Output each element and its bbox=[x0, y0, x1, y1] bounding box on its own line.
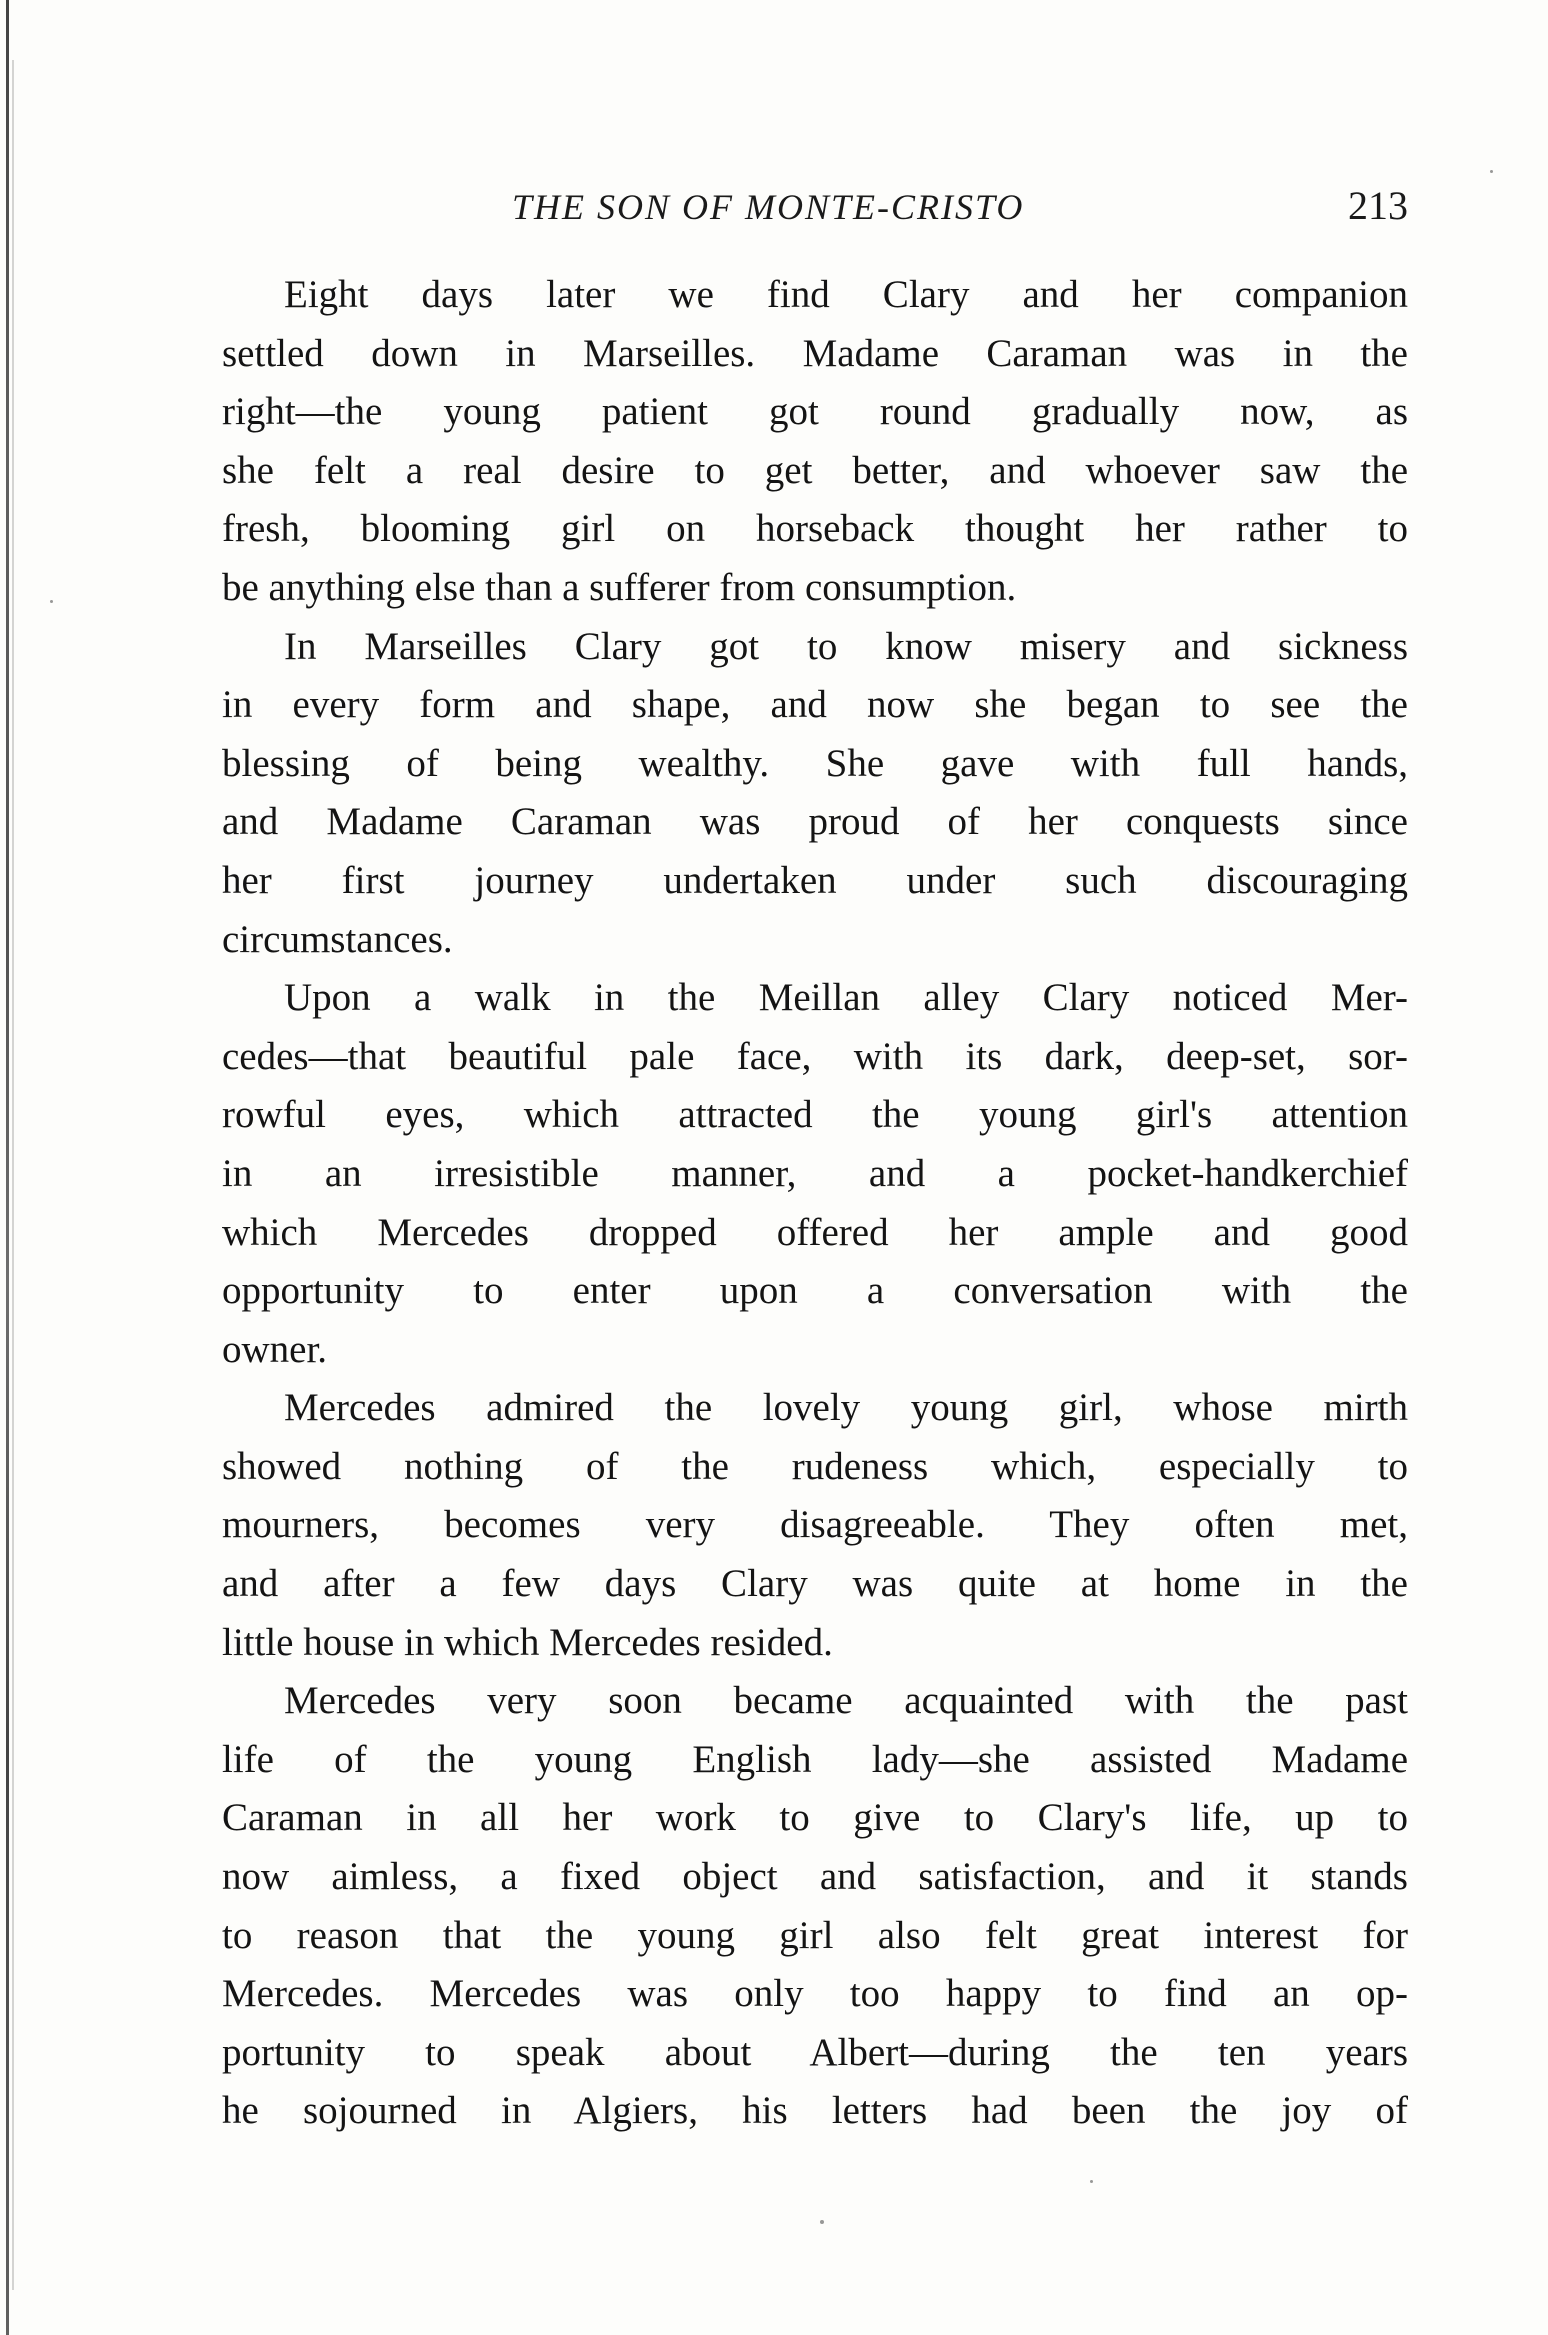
text-line: In Marseilles Clary got to know misery and sickness bbox=[284, 624, 1408, 668]
text-line: to reason that the young girl also felt great interest for bbox=[222, 1913, 1408, 1957]
text-line: right—the young patient got round gradually now, as bbox=[222, 390, 1408, 434]
text-line: Eight days later we find Clary and her companion bbox=[284, 273, 1408, 316]
text-line: he sojourned in Algiers, his letters had been the joy of bbox=[222, 2089, 1408, 2133]
paper-speck bbox=[1090, 2180, 1093, 2183]
text-line: cedes—that beautiful pale face, with its dark, deep-set, sor- bbox=[222, 1034, 1408, 1078]
text-line: portunity to speak about Albert—during the ten years bbox=[222, 2030, 1408, 2074]
running-head bbox=[222, 182, 1408, 242]
text-line: be anything else than a sufferer from consumption. bbox=[222, 565, 1017, 609]
page-binding-edge bbox=[6, 0, 9, 2335]
text-line: Mercedes. Mercedes was only too happy to find an op- bbox=[222, 1972, 1408, 2016]
text-line: in an irresistible manner, and a pocket-handkerchief bbox=[222, 1151, 1408, 1195]
text-line: Mercedes very soon became acquainted with the past bbox=[284, 1679, 1408, 1723]
paper-speck bbox=[50, 600, 53, 603]
text-line: fresh, blooming girl on horseback thought her rather to bbox=[222, 507, 1408, 551]
text-line: blessing of being wealthy. She gave with full hands, bbox=[222, 741, 1408, 785]
text-line: she felt a real desire to get better, and whoever saw the bbox=[222, 448, 1408, 492]
text-line: and Madame Caraman was proud of her conquests since bbox=[222, 800, 1408, 844]
page-number: 213 bbox=[1348, 183, 1408, 228]
paper-speck bbox=[820, 2220, 824, 2224]
text-line: mourners, becomes very disagreeable. They often met, bbox=[222, 1503, 1408, 1547]
text-line: circumstances. bbox=[222, 917, 453, 961]
text-line: settled down in Marseilles. Madame Caraman was in the bbox=[222, 331, 1408, 375]
paper-speck bbox=[1490, 170, 1493, 173]
text-line: Caraman in all her work to give to Clary's life, up to bbox=[222, 1796, 1408, 1840]
text-line: now aimless, a fixed object and satisfaction, and it stands bbox=[222, 1855, 1408, 1899]
text-line: little house in which Mercedes resided. bbox=[222, 1620, 833, 1664]
text-line: rowful eyes, which attracted the young girl's attention bbox=[222, 1093, 1408, 1137]
text-line: owner. bbox=[222, 1327, 328, 1371]
text-line: life of the young English lady—she assisted Madame bbox=[222, 1737, 1408, 1781]
body-text bbox=[222, 266, 1408, 2141]
text-line: Upon a walk in the Meillan alley Clary noticed Mer- bbox=[284, 976, 1408, 1020]
text-line: which Mercedes dropped offered her ample and good bbox=[222, 1210, 1408, 1254]
text-line: showed nothing of the rudeness which, especially to bbox=[222, 1444, 1408, 1488]
text-line: and after a few days Clary was quite at home in the bbox=[222, 1562, 1408, 1606]
running-title: THE SON OF MONTE-CRISTO bbox=[512, 187, 1025, 227]
text-line: in every form and shape, and now she began to see the bbox=[222, 683, 1408, 727]
text-line: opportunity to enter upon a conversation with the bbox=[222, 1269, 1408, 1313]
text-line: Mercedes admired the lovely young girl, whose mirth bbox=[284, 1386, 1408, 1430]
page-binding-shadow bbox=[12, 60, 14, 2290]
text-line: her first journey undertaken under such discouraging bbox=[222, 858, 1408, 902]
